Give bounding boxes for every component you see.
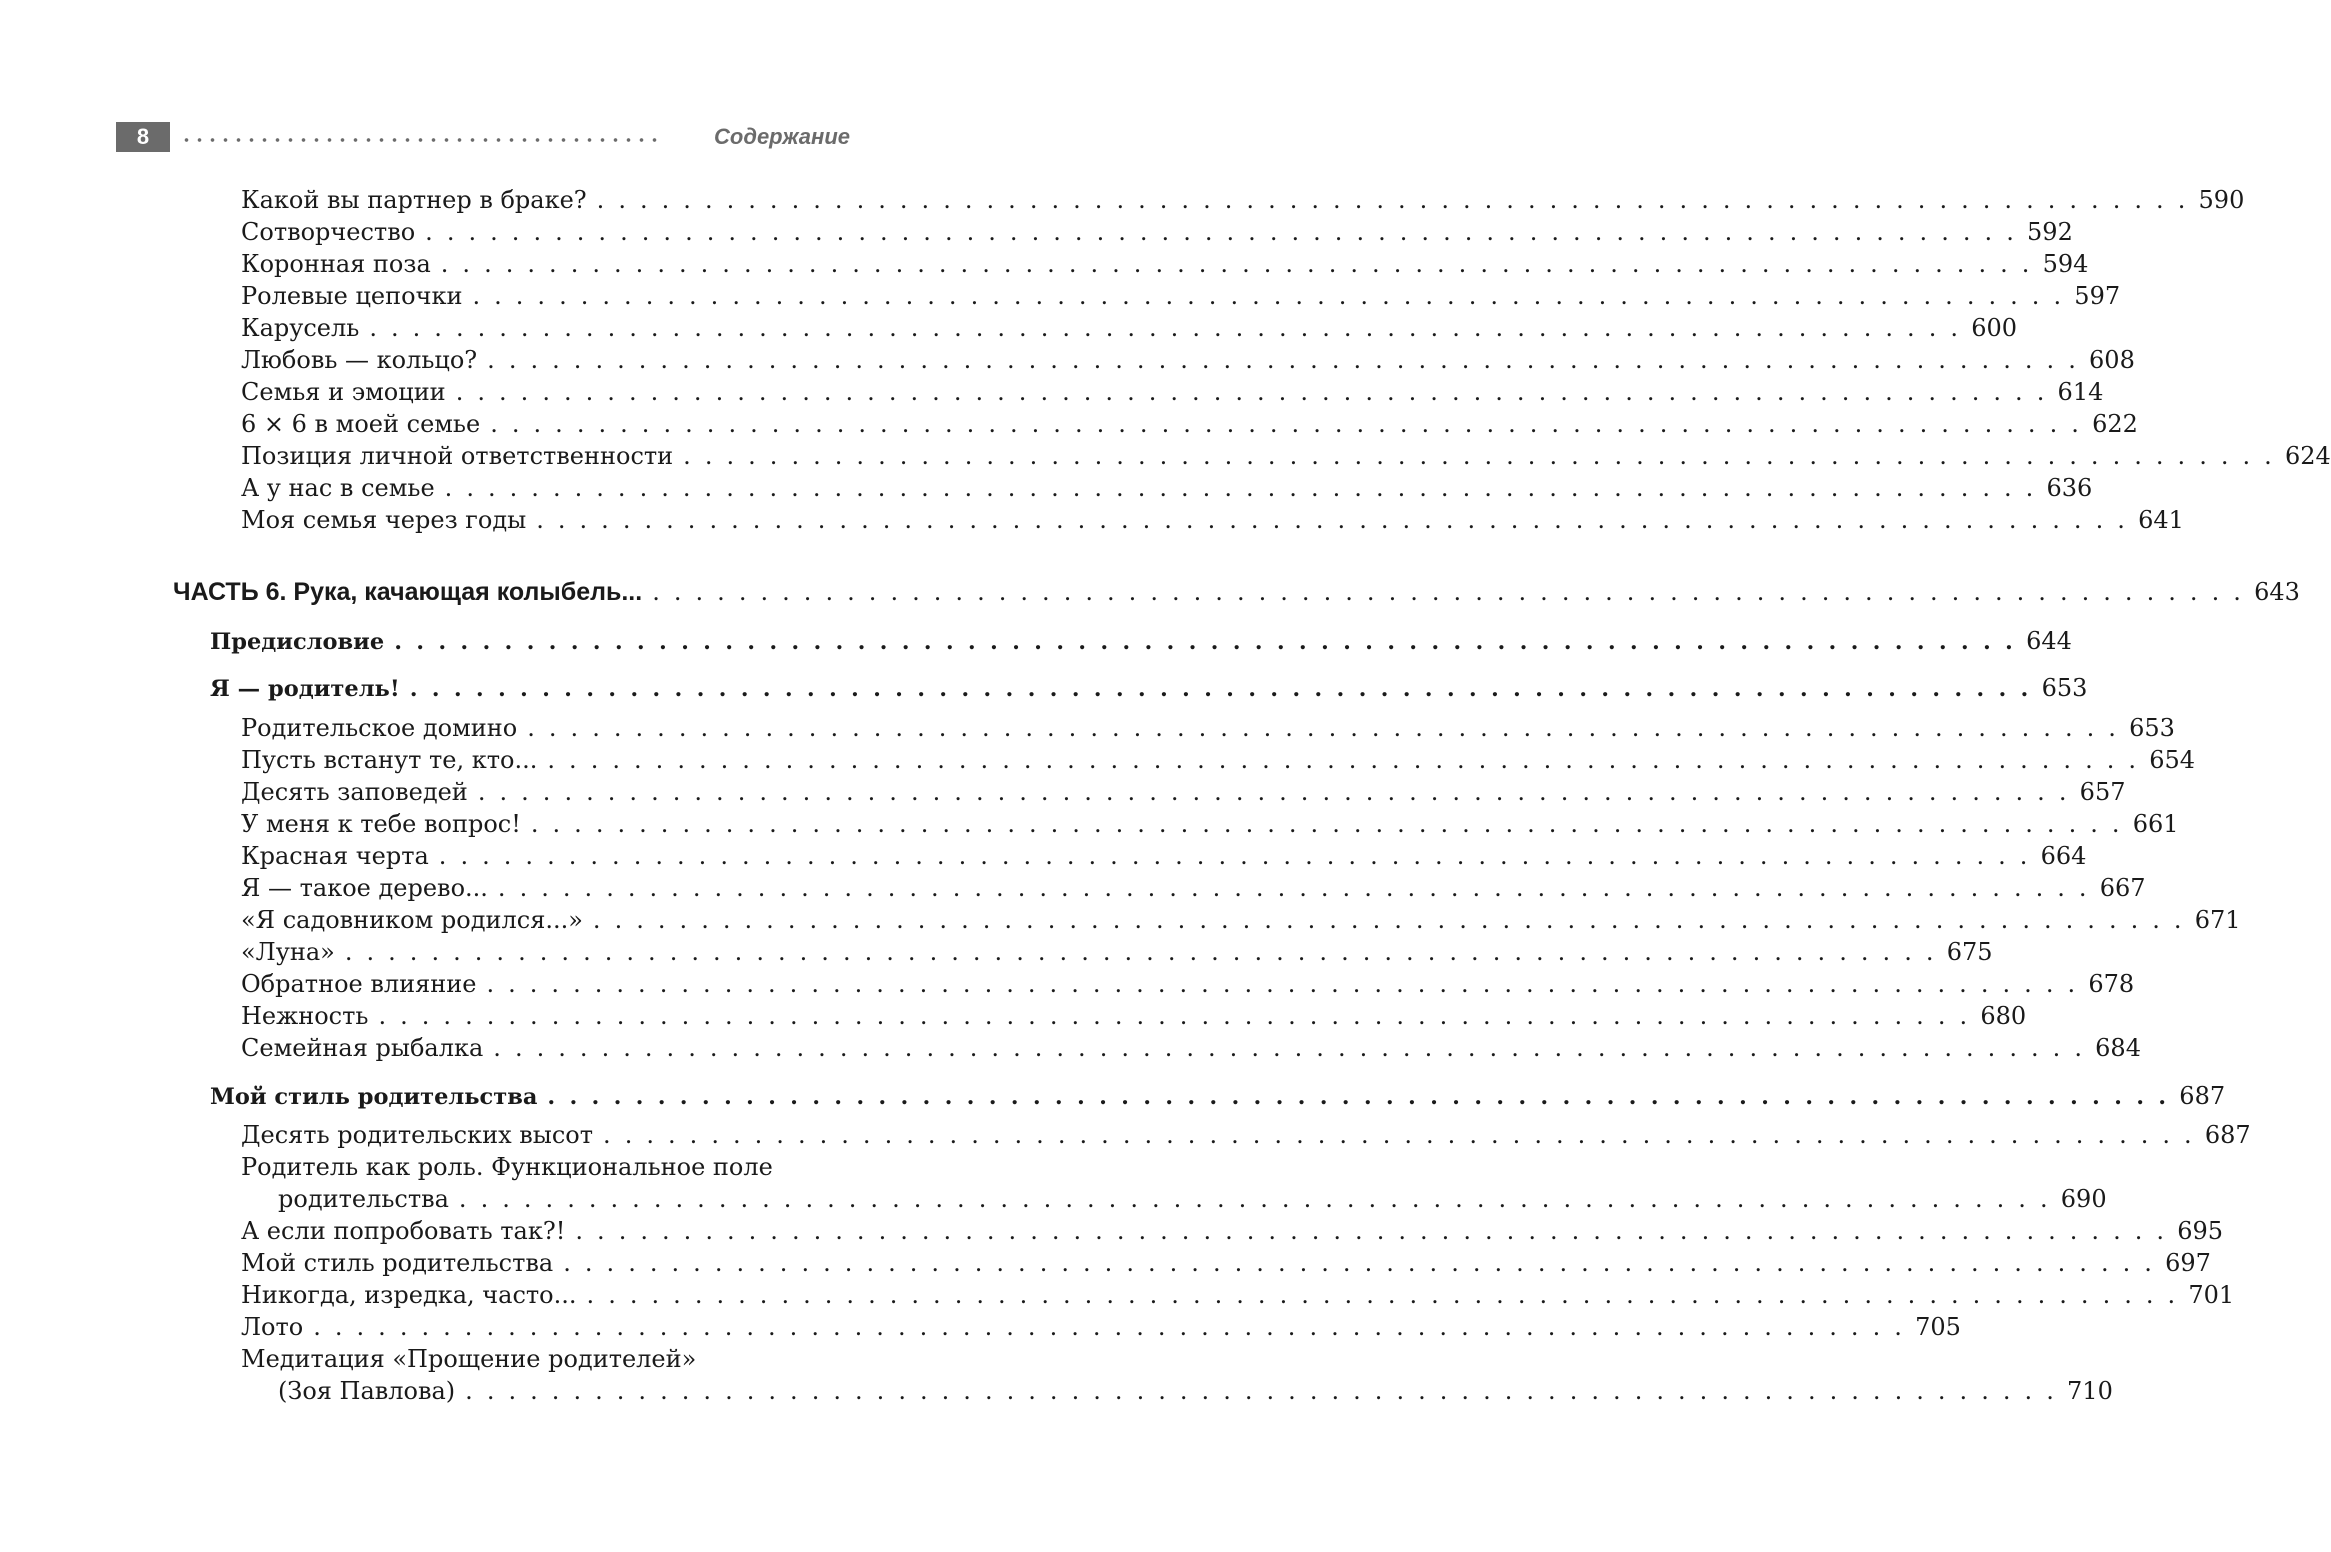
toc-page-number: 653 [2129, 714, 2175, 742]
dot-leader: . . . . . . . . . . . . . . . . . . . . . . . . . . . . . . . . . . . . . . . . . . . . . . . . . . . . . . . . . . . . . . . . . . . . . . . . . . [493, 1034, 2086, 1062]
toc-page-number: 654 [2149, 746, 2196, 774]
dot-leader: . . . . . . . . . . . . . . . . . . . . . . . . . . . . . . . . . . . . . . . . . . . . . . . . . . . . . . . . . . . . . . . . . . . . . . . . . . [563, 1249, 2156, 1277]
toc-entry[interactable] [241, 938, 1993, 966]
toc-entry[interactable] [241, 474, 2093, 502]
toc-entry-continued[interactable]: Родитель как роль. Функциональное поле [241, 1153, 773, 1181]
dot-leader: . . . . . . . . . . . . . . . . . . . . . . . . . . . . . . . . . . . . . . . . . . . . . . . . . . . . . . . . . . . . . . . . . . . . . . . . . . [369, 314, 1962, 342]
running-header-title: Содержание [714, 124, 850, 149]
toc-entry[interactable] [241, 314, 2017, 342]
toc-entry[interactable] [241, 250, 2089, 278]
toc-page-number: 653 [2041, 674, 2088, 702]
dot-leader: . . . . . . . . . . . . . . . . . . . . . . . . . . . . . . . . . . . . . . . . . . . . . . . . . . . . . . . . . . . . . . . . . . . . . . . . . . [547, 1084, 2170, 1110]
toc-entry[interactable] [241, 1121, 2251, 1149]
dot-leader: . . . . . . . . . . . . . . . . . . . . . . . . . . . . . . . . . . . . . . . . . . . . . . . . . . . . . . . . . . . . . . . . . . . . . . . . . . [683, 442, 2276, 470]
toc-entry-title: Сотворчество [241, 218, 416, 246]
toc-entry[interactable] [241, 1249, 2211, 1277]
toc-entry-title: Лото [241, 1313, 304, 1341]
running-header [116, 122, 850, 152]
toc-entry[interactable] [241, 1034, 2141, 1062]
dot-leader: . . . . . . . . . . . . . . . . . . . . . . . . . . . . . . . . . . . . . . . . . . . . . . . . . . . . . . . . . . . . . . . . . . . . . . . . . . [596, 186, 2189, 214]
toc-page-number: 671 [2194, 906, 2241, 934]
toc-page-number: 675 [1946, 938, 1993, 966]
toc-entry[interactable] [241, 442, 2331, 470]
toc-entry-title: Нежность [241, 1002, 369, 1030]
toc-entry-title: Позиция личной ответственности [241, 442, 674, 470]
toc-page-number: 644 [2026, 627, 2072, 655]
toc-page-number: 594 [2042, 250, 2089, 278]
toc-entry-title: ЧАСТЬ 6. Рука, качающая колыбель... [173, 578, 643, 606]
toc-entry[interactable] [241, 346, 2135, 374]
dot-leader: . . . . . . . . . . . . . . . . . . . . . . . . . . . . . . . . . . . . . . . . . . . . . . . . . . . . . . . . . . . . . . . . . . . . . . . . . . [313, 1313, 1906, 1341]
toc-entry-title: Какой вы партнер в браке? [241, 186, 587, 214]
toc-entry[interactable] [241, 186, 2245, 214]
toc-entry-title: Коронная поза [241, 250, 431, 278]
toc-entry[interactable] [241, 1313, 1961, 1341]
page-number-badge: 8 [116, 122, 170, 152]
toc-entry[interactable] [241, 1217, 2224, 1245]
toc-entry[interactable] [241, 282, 2121, 310]
toc-entry[interactable] [241, 218, 2073, 246]
toc-entry-title: Обратное влияние [241, 970, 477, 998]
toc-entry-title: 6 × 6 в моей семье [241, 410, 481, 438]
toc-entry-title: «Я садовником родился...» [241, 906, 583, 934]
dot-leader: . . . . . . . . . . . . . . . . . . . . . . . . . . . . . . . . . . . . . . . . . . . . . . . . . . . . . . . . . . . . . . . . . . . . . . . . . . [575, 1217, 2168, 1245]
toc-entry[interactable] [241, 746, 2196, 774]
toc-entry-title: Десять заповедей [241, 778, 468, 806]
toc-page-number: 643 [2254, 578, 2300, 606]
toc-section[interactable] [210, 674, 2088, 702]
toc-entry[interactable] [241, 1281, 2235, 1309]
toc-section[interactable] [210, 627, 2072, 655]
toc-page-number: 710 [2067, 1377, 2113, 1405]
dot-leader: . . . . . . . . . . . . . . . . . . . . . . . . . . . . . . . . . . . . . . . . . . . . . . . . . . . . . . . . . . . . . . . . . . . . . . . . . . [487, 346, 2080, 374]
toc-page-number: 695 [2177, 1217, 2224, 1245]
toc-entry[interactable] [241, 906, 2241, 934]
toc-page-number: 597 [2074, 282, 2121, 310]
toc-entry-title: Ролевые цепочки [241, 282, 463, 310]
dot-leader: . . . . . . . . . . . . . . . . . . . . . . . . . . . . . . . . . . . . . . . . . . . . . . . . . . . . . . . . . . . . . . . . . . . . . . . . . . [527, 714, 2120, 742]
toc-entry-continuation[interactable] [278, 1377, 2113, 1405]
dot-leader: . . . . . . . . . . . . . . . . . . . . . . . . . . . . . . . . . . . . . . . . . . . . . . . . . . . . . . . . . . . . . . . . . . . . . . . . . . [652, 578, 2245, 606]
toc-page-number: 641 [2138, 506, 2184, 534]
toc-entry-continued[interactable]: Медитация «Прощение родителей» [241, 1345, 697, 1373]
toc-part-heading[interactable] [173, 578, 2300, 607]
toc-page-number: 701 [2188, 1281, 2235, 1309]
toc-entry[interactable] [241, 506, 2184, 534]
toc-entry-title: Красная черта [241, 842, 429, 870]
toc-entry-title: Предисловие [210, 629, 385, 655]
toc-page-number: 684 [2095, 1034, 2141, 1062]
toc-page-number: 608 [2089, 346, 2135, 374]
toc-entry[interactable] [241, 874, 2146, 902]
toc-entry-title: Никогда, изредка, часто... [241, 1281, 577, 1309]
toc-entry-title: А у нас в семье [241, 474, 435, 502]
dot-leader: . . . . . . . . . . . . . . . . . . . . . . . . . . . . . . . . . . . . . . . . . . . . . . . . . . . . . . . . . . . . . . . . . . . . . . . . . . [472, 282, 2065, 310]
toc-entry-title: Любовь — кольцо? [241, 346, 478, 374]
toc-entry-title: Семья и эмоции [241, 378, 446, 406]
dot-leader: . . . . . . . . . . . . . . . . . . . . . . . . . . . . . . . . . . . . . . . . . . . . . . . . . . . . . . . . . . . . . . . . . . . . . . . . . . [440, 250, 2033, 278]
toc-page-number: 687 [2179, 1082, 2226, 1110]
toc-page-number: 705 [1915, 1313, 1961, 1341]
dot-leader: . . . . . . . . . . . . . . . . . . . . . . . . . . . . . . . . . . . . . . . . . . . . . . . . . . . . . . . . . . . . . . . . . . . . . . . . . . [378, 1002, 1971, 1030]
toc-entry[interactable] [241, 1002, 2027, 1030]
toc-entry-title: А если попробовать так?! [241, 1217, 566, 1245]
toc-page-number: 590 [2198, 186, 2245, 214]
toc-page-number: 636 [2046, 474, 2093, 502]
dot-leader: . . . . . . . . . . . . . . . . . . . . . . . . . . . . . . . . . . . . . . . . . . . . . . . . . . . . . . . . . . . . . . . . . . . . . . . . . . [486, 970, 2079, 998]
toc-entry-title: У меня к тебе вопрос! [241, 810, 521, 838]
toc-page-number: 678 [2088, 970, 2135, 998]
dot-leader: . . . . . . . . . . . . . . . . . . . . . . . . . . . . . . . . . . . . . . . . . . . . . . . . . . . . . . . . . . . . . . . . . . . . . . . . . . [603, 1121, 2195, 1149]
toc-page-number: 697 [2165, 1249, 2211, 1277]
dot-leader: . . . . . . . . . . . . . . . . . . . . . . . . . . . . . . . . . . . . . . . . . . . . . . . . . . . . . . . . . . . . . . . . . . . . . . . . . . [409, 676, 2032, 702]
toc-entry[interactable] [241, 778, 2126, 806]
toc-entry-title: родительства [278, 1185, 449, 1213]
dot-leader: . . . . . . . . . . . . . . . . . . . . . . . . . . . . . . . . . . . . . . . . . . . . . . . . . . . . . . . . . . . . . . . . . . . . . . . . . . [477, 778, 2070, 806]
dot-leader: . . . . . . . . . . . . . . . . . . . . . . . . . . . . . . . . . . . . . . . . . . . . . . . . . . . . . . . . . . . . . . . . . . . . . . . . . . [455, 378, 2048, 406]
toc-entry-title: (Зоя Павлова) [278, 1377, 456, 1405]
dot-leader: . . . . . . . . . . . . . . . . . . . . . . . . . . . . . . . . . . . . . . . . . . . . . . . . . . . . . . . . . . . . . . . . . . . . . . . . . . [344, 938, 1937, 966]
dot-leader: . . . . . . . . . . . . . . . . . . . . . . . . . . . . . . . . . . . . . . . . . . . . . . . . . . . . . . . . . . . . . . . . . . . . . . . . . . [425, 218, 2018, 246]
dot-leader: . . . . . . . . . . . . . . . . . . . . . . . . . . . . . . . . . . . . . . . . . . . . . . . . . . . . . . . . . . . . . . . . . . . . . . . . . . [490, 410, 2083, 438]
toc-entry[interactable] [241, 970, 2135, 998]
toc-entry-title: Пусть встанут те, кто... [241, 746, 538, 774]
toc-entry-title: Родительское домино [241, 714, 518, 742]
toc-page-number: 614 [2057, 378, 2104, 406]
dot-leader: . . . . . . . . . . . . . . . . . . . . . . . . . . . . . . . . . . . . . . . . . . . . . . . . . . . . . . . . . . . . . . . . . . . . . . . . . . [547, 746, 2140, 774]
toc-page-number: 664 [2040, 842, 2087, 870]
toc-entry-title: Моя семья через годы [241, 506, 527, 534]
toc-page-number: 687 [2204, 1121, 2251, 1149]
dot-leader: . . . . . . . . . . . . . . . . . . . . . . . . . . . . . . . . . . . . . . . . . . . . . . . . . . . . . . . . . . . . . . . . . . . . . . . . . . [497, 874, 2090, 902]
toc-entry-continuation[interactable] [278, 1185, 2107, 1213]
toc-entry[interactable] [241, 810, 2179, 838]
toc-entry[interactable] [241, 714, 2175, 742]
dot-leader: . . . . . . . . . . . . . . . . . . . . . . . . . . . . . . . . . . . . . . . . . . . . . . . . . . . . . . . . . . . . . . . . . . . . . . . . . . [536, 506, 2129, 534]
toc-entry-title: Я — такое дерево... [241, 874, 488, 902]
dot-leader: . . . . . . . . . . . . . . . . . . . . . . . . . . . . . . . . . . . . . . . . . . . . . . . . . . . . . . . . . . . . . . . . . . . . . . . . . . [592, 906, 2185, 934]
toc-page-number: 690 [2060, 1185, 2107, 1213]
toc-entry-title: Десять родительских высот [241, 1121, 594, 1149]
dot-leader: . . . . . . . . . . . . . . . . . . . . . . . . . . . . . . . . . . . . . . . . . . . . . . . . . . . . . . . . . . . . . . . . . . . . . . . . . . [465, 1377, 2058, 1405]
toc-page-number: 657 [2079, 778, 2126, 806]
toc-entry-title: Я — родитель! [210, 676, 400, 702]
dot-leader: . . . . . . . . . . . . . . . . . . . . . . . . . . . . . . . . . . . . . . . . . . . . . . . . . . . . . . . . . . . . . . . . . . . . . . . . . . [394, 629, 2017, 655]
toc-entry[interactable] [241, 378, 2104, 406]
header-dot-leader [180, 138, 658, 142]
toc-entry-title: Мой стиль родительства [241, 1249, 554, 1277]
dot-leader: . . . . . . . . . . . . . . . . . . . . . . . . . . . . . . . . . . . . . . . . . . . . . . . . . . . . . . . . . . . . . . . . . . . . . . . . . . [530, 810, 2123, 838]
dot-leader: . . . . . . . . . . . . . . . . . . . . . . . . . . . . . . . . . . . . . . . . . . . . . . . . . . . . . . . . . . . . . . . . . . . . . . . . . . [444, 474, 2037, 502]
toc-page-number: 624 [2285, 442, 2331, 470]
toc-page-number: 600 [1971, 314, 2017, 342]
toc-entry-title: «Луна» [241, 938, 335, 966]
toc-entry[interactable] [241, 842, 2087, 870]
toc-section[interactable] [210, 1082, 2226, 1110]
toc-entry-title: Мой стиль родительства [210, 1084, 538, 1110]
toc-page-number: 592 [2027, 218, 2073, 246]
dot-leader: . . . . . . . . . . . . . . . . . . . . . . . . . . . . . . . . . . . . . . . . . . . . . . . . . . . . . . . . . . . . . . . . . . . . . . . . . . [586, 1281, 2179, 1309]
toc-page-number: 680 [1980, 1002, 2027, 1030]
dot-leader: . . . . . . . . . . . . . . . . . . . . . . . . . . . . . . . . . . . . . . . . . . . . . . . . . . . . . . . . . . . . . . . . . . . . . . . . . . [458, 1185, 2051, 1213]
toc-page-number: 667 [2099, 874, 2146, 902]
dot-leader: . . . . . . . . . . . . . . . . . . . . . . . . . . . . . . . . . . . . . . . . . . . . . . . . . . . . . . . . . . . . . . . . . . . . . . . . . . [438, 842, 2031, 870]
toc-entry[interactable] [241, 410, 2138, 438]
toc-page-number: 622 [2092, 410, 2138, 438]
toc-entry-title: Карусель [241, 314, 360, 342]
toc-page-number: 661 [2132, 810, 2179, 838]
toc-entry-title: Семейная рыбалка [241, 1034, 484, 1062]
